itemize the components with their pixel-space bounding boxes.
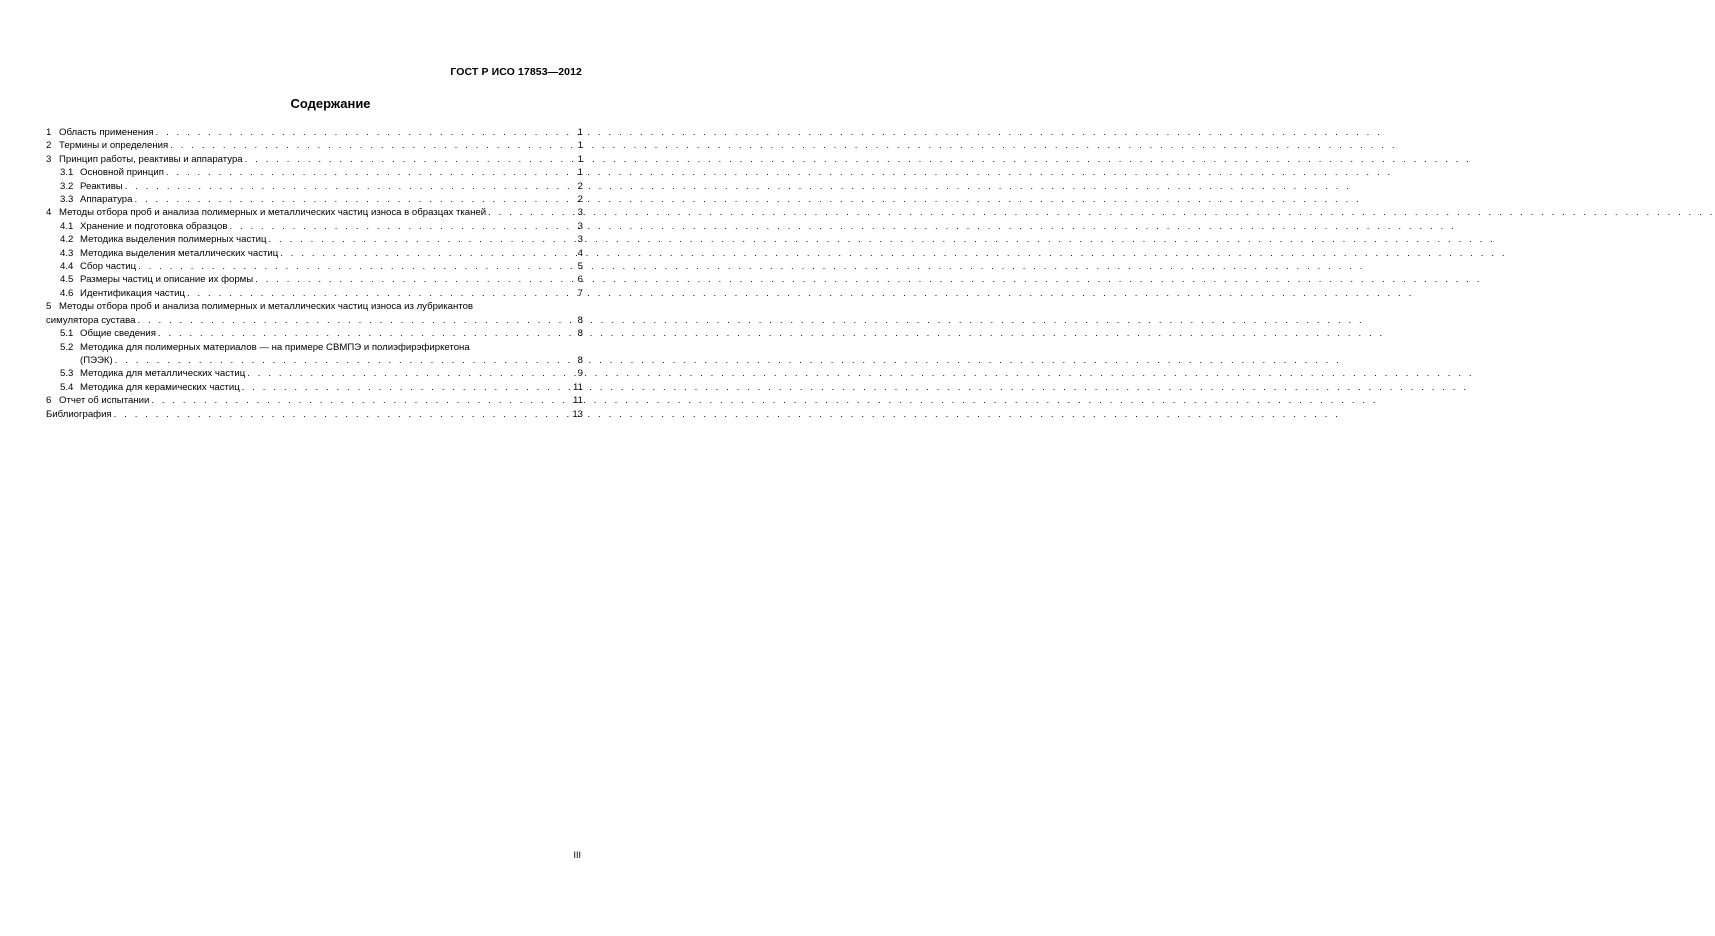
toc-entry-page: 2: [577, 180, 583, 192]
toc-entry[interactable]: [46, 367, 583, 380]
toc-entry-title-continuation: симулятора сустава: [46, 314, 136, 326]
toc-entry[interactable]: [46, 180, 583, 193]
toc-entry-page: 3: [577, 207, 583, 219]
toc-entry[interactable]: [46, 193, 583, 206]
toc-entry-title: Общие сведения: [80, 328, 156, 340]
toc-entry-page: 4: [577, 247, 583, 259]
toc-entry-title: Реактивы: [80, 180, 123, 192]
toc-entry-page: 8: [577, 314, 583, 326]
toc-entry-page: 1: [577, 167, 583, 179]
toc-entry-page: 1: [577, 127, 583, 138]
toc-entry-title: Термины и определения: [59, 140, 169, 152]
toc-entry-continuation[interactable]: [46, 354, 583, 367]
toc-entry-number: 5.2: [60, 341, 74, 353]
toc-leader-dots: [185, 287, 577, 300]
toc-leader-dots: [227, 220, 576, 233]
toc-entry-number: 4.5: [60, 274, 74, 286]
toc-entry-page: 2: [577, 194, 583, 206]
toc-leader-dots: [253, 273, 576, 286]
toc-entry[interactable]: [46, 153, 583, 166]
toc-entry-page: 3: [577, 234, 583, 246]
toc-entry-title: Методика для полимерных материалов — на примере СВМПЭ и полиэфирэфиркетона: [80, 341, 470, 353]
toc-leader-dots: [154, 126, 577, 139]
toc-entry-title: Методы отбора проб и анализа полимерных и металлических частиц износа в образцах тканей: [59, 207, 487, 219]
toc-entry-continuation[interactable]: [46, 314, 583, 327]
toc-entry-title: Область применения: [59, 127, 154, 138]
toc-entry-page: 6: [577, 274, 583, 286]
toc-entry-number: 5.4: [60, 381, 74, 393]
toc-entry-page: 13: [572, 408, 583, 420]
toc-leader-dots: [267, 233, 577, 246]
toc-entry-title: Хранение и подготовка образцов: [80, 220, 228, 232]
toc-leader-dots: [113, 354, 577, 367]
toc-entry-number: 4.3: [60, 247, 74, 259]
toc-entry-page: 5: [577, 261, 583, 273]
toc-entry-page: 7: [577, 287, 583, 299]
toc-entry[interactable]: [46, 381, 583, 394]
toc-entry[interactable]: [46, 327, 583, 340]
toc-title: Содержание: [290, 96, 371, 111]
toc-entry[interactable]: [46, 220, 583, 233]
toc-entry-number: 2: [46, 140, 52, 152]
toc-entry[interactable]: [46, 273, 583, 286]
toc-leader-dots: [168, 139, 576, 152]
toc-entry-number: 4.1: [60, 220, 74, 232]
toc-entry-title: Отчет об испытании: [59, 395, 150, 407]
toc-entry-title: Методы отбора проб и анализа полимерных и металлических частиц износа из лубрикантов: [59, 301, 474, 313]
toc-entry-page: 1: [577, 153, 583, 165]
toc-entry-title: Методика выделения полимерных частиц: [80, 234, 267, 246]
toc-entry[interactable]: [46, 300, 583, 313]
toc-entry-title: Размеры частиц и описание их формы: [80, 274, 254, 286]
toc-leader-dots: [245, 367, 576, 380]
toc-leader-dots: [278, 247, 576, 260]
toc-entry[interactable]: [46, 341, 583, 354]
toc-entry[interactable]: [46, 287, 583, 300]
toc-entry-number: 1: [46, 127, 52, 138]
toc-entry-title: Методика для металлических частиц: [80, 368, 246, 380]
page-number: III: [573, 850, 581, 860]
toc-entry[interactable]: [46, 247, 583, 260]
document-code: ГОСТ Р ИСО 17853—2012: [450, 66, 582, 78]
toc-entry-page: 3: [577, 220, 583, 232]
toc-entry-title: Принцип работы, реактивы и аппаратура: [59, 153, 243, 165]
toc-entry-page: 11: [573, 395, 583, 407]
toc-leader-dots: [156, 327, 577, 340]
toc-leader-dots: [136, 260, 577, 273]
toc-leader-dots: [112, 408, 572, 421]
toc-entry-number: 3.1: [60, 167, 74, 179]
toc-entry-number: 5.1: [60, 328, 74, 340]
toc-entry-title: Аппаратура: [80, 194, 133, 206]
toc-entry[interactable]: [46, 233, 583, 246]
toc-entry-page: 11: [573, 381, 583, 393]
toc-leader-dots: [123, 180, 577, 193]
toc-entry-title-continuation: (ПЭЭК): [80, 354, 113, 366]
toc-entry-title: Основной принцип: [80, 167, 164, 179]
toc-entry[interactable]: [46, 166, 583, 179]
toc-leader-dots: [243, 153, 577, 166]
toc-entry[interactable]: [46, 139, 583, 152]
toc-entry-number: 4.4: [60, 261, 74, 273]
toc-entry-number: 4: [46, 207, 52, 219]
toc-leader-dots: [149, 394, 572, 407]
toc-leader-dots: [240, 381, 572, 394]
toc-entry-number: 3.2: [60, 180, 74, 192]
toc-leader-dots: [486, 206, 577, 219]
toc-entry[interactable]: [46, 126, 583, 139]
toc-leader-dots: [164, 166, 577, 179]
toc-leader-dots: [132, 193, 576, 206]
toc-entry-number: 4.6: [60, 287, 74, 299]
toc-entry-title: Методика для керамических частиц: [80, 381, 240, 393]
toc-entry-number: 6: [46, 395, 52, 407]
toc-entry-number: 3.3: [60, 194, 74, 206]
toc-entry-page: 8: [577, 328, 583, 340]
toc-entry-number: 5.3: [60, 368, 74, 380]
toc-entry-title: Методика выделения металлических частиц: [80, 247, 279, 259]
table-of-contents: [46, 126, 583, 421]
toc-entry[interactable]: [46, 394, 583, 407]
toc-entry-title: Идентификация частиц: [80, 287, 185, 299]
toc-entry-page: 8: [577, 354, 583, 366]
toc-entry-page: 1: [577, 140, 583, 152]
toc-entry-title: Сбор частиц: [80, 261, 137, 273]
toc-leader-dots: [135, 314, 576, 327]
toc-entry-number: 4.2: [60, 234, 74, 246]
toc-entry-number: 3: [46, 153, 52, 165]
toc-entry-number: 5: [46, 301, 52, 313]
toc-entry-title: Библиография: [46, 408, 112, 420]
document-page: [0, 0, 661, 936]
toc-entry[interactable]: [46, 206, 583, 219]
toc-entry[interactable]: [46, 408, 583, 421]
toc-entry-page: 9: [577, 368, 583, 380]
toc-entry[interactable]: [46, 260, 583, 273]
